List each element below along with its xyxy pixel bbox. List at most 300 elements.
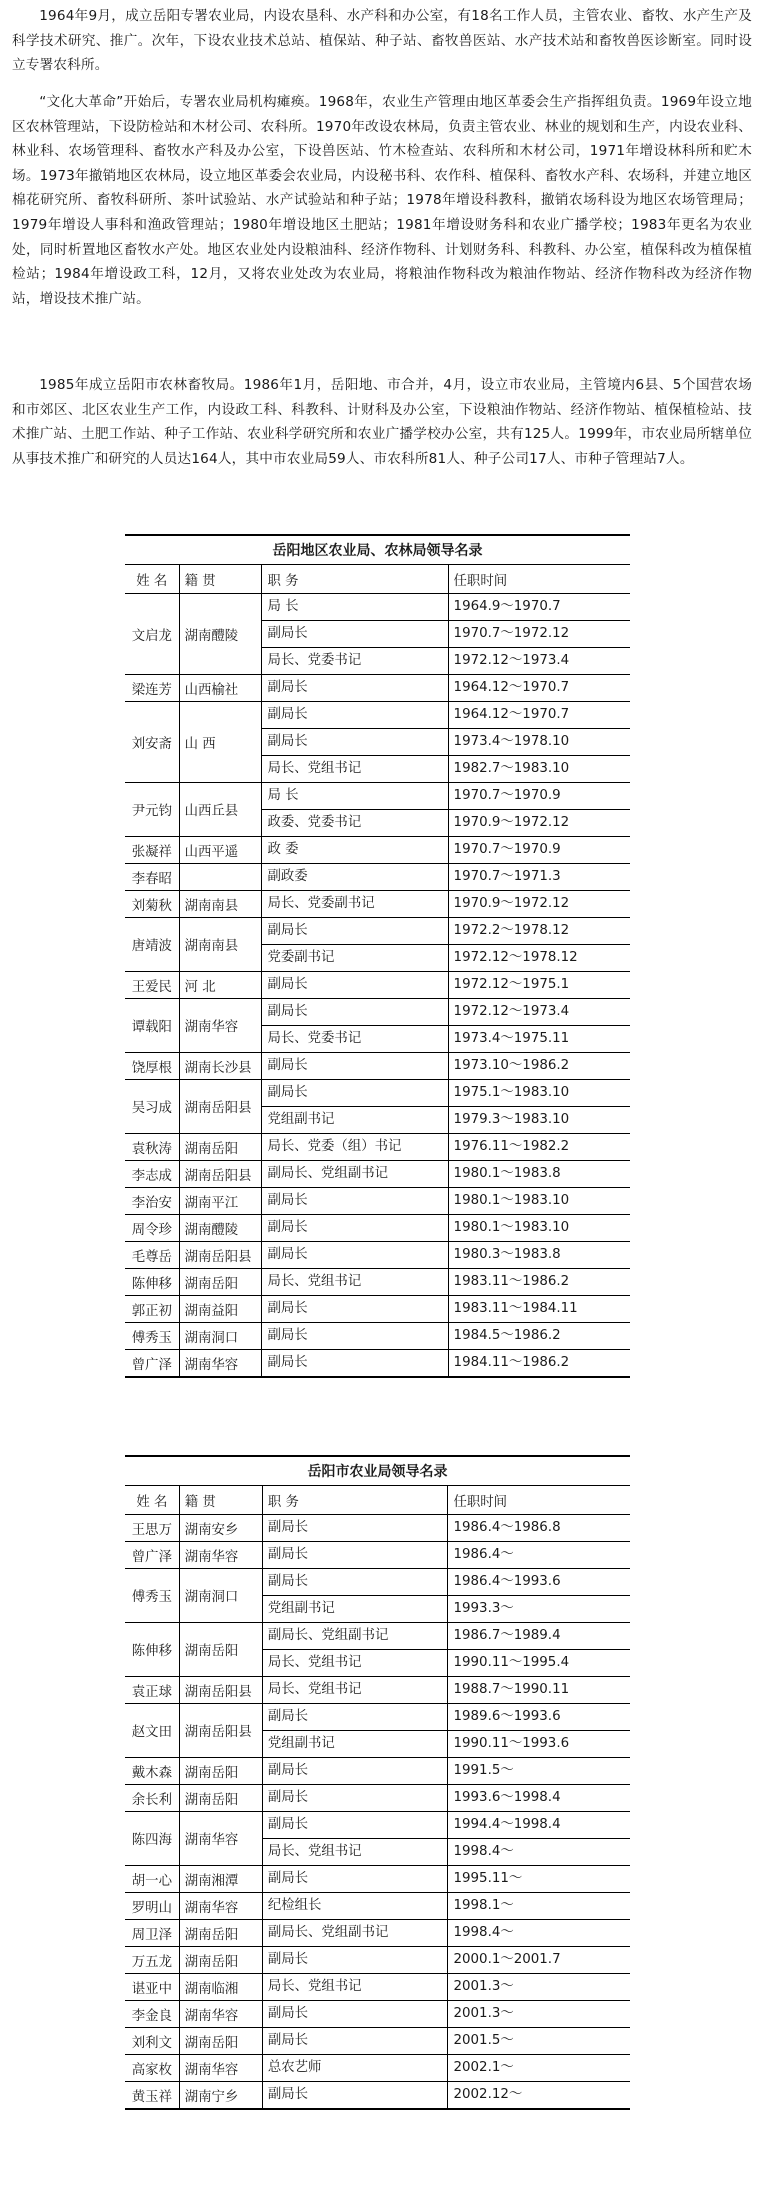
term-entry: 2001.3～ — [453, 1979, 514, 1994]
term-entry: 1980.3～1983.8 — [453, 1247, 561, 1262]
cell-name: 梁连芳 — [125, 675, 179, 702]
term-entry: 1972.2～1978.12 — [453, 923, 570, 938]
cell-origin: 湖南岳阳 — [179, 1947, 262, 1974]
table-row — [125, 1677, 630, 1704]
cell-origin: 湖南华容 — [179, 1812, 262, 1866]
cell-position — [262, 1161, 448, 1188]
cell-position — [262, 1269, 448, 1296]
cell-name: 黄玉祥 — [125, 2082, 179, 2110]
cell-name: 刘安斋 — [125, 702, 179, 783]
term-entry: 1972.12～1975.1 — [453, 977, 570, 992]
cell-name: 周令珍 — [125, 1215, 179, 1242]
term-entry: 1984.5～1986.2 — [453, 1328, 561, 1343]
cell-name: 傅秀玉 — [125, 1569, 179, 1623]
cell-position — [262, 1866, 448, 1893]
term-entry: 1986.4～1993.6 — [453, 1574, 561, 1589]
cell-name: 尹元钧 — [125, 783, 179, 837]
table-row — [125, 2055, 630, 2082]
position-entry: 副政委 — [267, 869, 308, 884]
position-entry: 副局长 — [267, 1574, 309, 1589]
table-row — [125, 1134, 630, 1161]
position-entry: 副局长 — [267, 1817, 309, 1832]
position-entry: 副局长 — [267, 2006, 309, 2021]
cell-name: 吴习成 — [125, 1080, 179, 1134]
cell-name: 谭载阳 — [125, 999, 179, 1053]
term-entry: 2002.12～ — [453, 2087, 523, 2102]
position-entry: 副局长、党组副书记 — [267, 1628, 389, 1643]
cell-position — [262, 1296, 448, 1323]
col-header-origin: 籍 贯 — [179, 1486, 262, 1515]
term-entry: 1995.11～ — [453, 1871, 523, 1886]
cell-origin: 湖南长沙县 — [179, 1053, 262, 1080]
table-row — [125, 675, 630, 702]
city-bureau-leaders-table — [125, 1455, 630, 2110]
table-row — [125, 1812, 630, 1866]
term-entry: 1990.11～1995.4 — [448, 1649, 630, 1676]
cell-position — [262, 1350, 448, 1378]
position-entry: 副局长 — [267, 1058, 308, 1073]
cell-position — [262, 1920, 448, 1947]
cell-term — [448, 1161, 630, 1188]
cell-term — [448, 1623, 630, 1677]
term-entry: 1970.9～1972.12 — [449, 809, 630, 836]
position-entry: 局长、党组书记 — [267, 1274, 362, 1289]
cell-origin: 山西丘县 — [179, 783, 262, 837]
position-entry: 副局长 — [262, 728, 447, 755]
table-row — [125, 1704, 630, 1758]
position-entry: 副局长 — [267, 1301, 308, 1316]
term-entry: 1972.12～1973.4 — [453, 1004, 570, 1019]
cell-position — [262, 864, 448, 891]
term-entry: 1980.1～1983.10 — [453, 1193, 570, 1208]
position-entry: 党组副书记 — [263, 1730, 448, 1757]
cell-origin: 湖南华容 — [179, 1350, 262, 1378]
cell-name: 赵文田 — [125, 1704, 179, 1758]
cell-term — [448, 1188, 630, 1215]
table-row — [125, 1920, 630, 1947]
cell-name: 张凝祥 — [125, 837, 179, 864]
cell-origin: 湖南华容 — [179, 2055, 262, 2082]
cell-name: 万五龙 — [125, 1947, 179, 1974]
cell-origin: 湖南平江 — [179, 1188, 262, 1215]
term-entry: 1970.7～1972.12 — [449, 620, 630, 647]
cell-position — [262, 891, 448, 918]
term-entry: 1983.11～1986.2 — [453, 1274, 570, 1289]
cell-position — [262, 2082, 448, 2110]
table-row — [125, 1569, 630, 1623]
term-entry: 1988.7～1990.11 — [453, 1682, 570, 1697]
term-entry: 1972.12～1978.12 — [449, 944, 630, 971]
table-row — [125, 1866, 630, 1893]
table-caption: 岳阳市农业局领导名录 — [125, 1456, 630, 1486]
cell-term — [448, 999, 630, 1053]
cell-origin: 湖南岳阳 — [179, 1623, 262, 1677]
cell-position — [262, 1893, 448, 1920]
table-row — [125, 972, 630, 999]
cell-origin: 湖南岳阳县 — [179, 1080, 262, 1134]
position-entry: 政委、党委书记 — [262, 809, 447, 836]
cell-term — [448, 864, 630, 891]
col-header-origin: 籍 贯 — [179, 565, 262, 594]
cell-term — [448, 783, 630, 837]
position-entry: 副局长 — [267, 2033, 309, 2048]
term-entry: 1973.4～1975.11 — [449, 1025, 630, 1052]
term-entry: 1975.1～1983.10 — [453, 1085, 570, 1100]
cell-name: 高家枚 — [125, 2055, 179, 2082]
term-entry: 1980.1～1983.10 — [453, 1220, 570, 1235]
term-entry: 1998.4～ — [453, 1925, 514, 1940]
cell-name: 陈四海 — [125, 1812, 179, 1866]
term-entry: 1982.7～1983.10 — [449, 755, 630, 782]
position-entry: 副局长 — [267, 707, 308, 722]
col-header-position: 职 务 — [262, 1486, 448, 1515]
position-entry: 局 长 — [267, 599, 299, 614]
position-entry: 党组副书记 — [262, 1106, 447, 1133]
table-row — [125, 594, 630, 675]
cell-origin: 湖南岳阳县 — [179, 1704, 262, 1758]
cell-name: 王思万 — [125, 1515, 179, 1542]
cell-position — [262, 1323, 448, 1350]
cell-origin: 湖南湘潭 — [179, 1866, 262, 1893]
term-entry: 1973.4～1978.10 — [449, 728, 630, 755]
cell-term — [448, 918, 630, 972]
position-entry: 总农艺师 — [267, 2060, 322, 2075]
cell-term — [448, 891, 630, 918]
cell-position — [262, 2028, 448, 2055]
position-entry: 副局长 — [267, 1520, 309, 1535]
cell-origin: 山 西 — [179, 702, 262, 783]
cell-position — [262, 1542, 448, 1569]
cell-origin: 湖南岳阳 — [179, 1785, 262, 1812]
cell-name: 曾广泽 — [125, 1350, 179, 1378]
cell-term — [448, 1350, 630, 1378]
cell-term — [448, 1920, 630, 1947]
cell-term — [448, 1974, 630, 2001]
cell-origin: 湖南华容 — [179, 999, 262, 1053]
cell-name: 文启龙 — [125, 594, 179, 675]
cell-name: 余长利 — [125, 1785, 179, 1812]
cell-term — [448, 1323, 630, 1350]
cell-term — [448, 1053, 630, 1080]
cell-name: 周卫泽 — [125, 1920, 179, 1947]
position-entry: 局长、党委副书记 — [267, 896, 375, 911]
col-header-term: 任职时间 — [448, 1486, 630, 1515]
term-entry: 2000.1～2001.7 — [453, 1952, 561, 1967]
term-entry: 1980.1～1983.8 — [453, 1166, 561, 1181]
cell-position — [262, 1188, 448, 1215]
table-row — [125, 1893, 630, 1920]
cell-origin: 湖南洞口 — [179, 1569, 262, 1623]
table-row — [125, 1269, 630, 1296]
position-entry: 副局长、党组副书记 — [267, 1166, 388, 1181]
position-entry: 局长、党委书记 — [262, 647, 447, 674]
position-entry: 局长、党委（组）书记 — [267, 1139, 402, 1154]
term-entry: 1973.10～1986.2 — [453, 1058, 570, 1073]
term-entry: 1989.6～1993.6 — [453, 1709, 561, 1724]
cell-position — [262, 1974, 448, 2001]
cell-term — [448, 675, 630, 702]
term-entry: 1972.12～1973.4 — [449, 647, 630, 674]
term-entry: 1993.3～ — [448, 1595, 630, 1622]
cell-position — [262, 918, 448, 972]
cell-term — [448, 1242, 630, 1269]
position-entry: 副局长 — [262, 620, 447, 647]
cell-position — [262, 1947, 448, 1974]
cell-term — [448, 1947, 630, 1974]
cell-position — [262, 1785, 448, 1812]
col-header-name: 姓 名 — [125, 1486, 179, 1515]
col-header-position: 职 务 — [262, 565, 448, 594]
cell-term — [448, 1893, 630, 1920]
paragraph-1: 1964年9月，成立岳阳专署农业局，内设农垦科、水产科和办公室，有18名工作人员，主管农业、畜牧、水产生产及科学技术研究、推广。次年，下设农业技术总站、植保站、种子站、畜牧兽医站、水产技术站和畜牧兽医诊断室。同时设立专署农科所。 — [12, 8, 752, 74]
cell-origin: 湖南华容 — [179, 1542, 262, 1569]
cell-origin — [179, 864, 262, 891]
cell-term — [448, 1785, 630, 1812]
term-entry: 2001.5～ — [453, 2033, 514, 2048]
cell-term — [448, 1569, 630, 1623]
cell-origin: 湖南醴陵 — [179, 594, 262, 675]
cell-name: 胡一心 — [125, 1866, 179, 1893]
cell-term — [448, 2028, 630, 2055]
cell-term — [448, 1758, 630, 1785]
cell-position — [262, 1515, 448, 1542]
position-entry: 局长、党组书记 — [267, 1979, 362, 1994]
cell-name: 李金良 — [125, 2001, 179, 2028]
position-entry: 局长、党委书记 — [262, 1025, 447, 1052]
position-entry: 副局长 — [267, 1328, 308, 1343]
cell-position — [262, 1242, 448, 1269]
cell-term — [448, 1296, 630, 1323]
table-row — [125, 891, 630, 918]
term-entry: 1998.4～ — [448, 1838, 630, 1865]
paragraph-3: 1985年成立岳阳市农林畜牧局。1986年1月，岳阳地、市合并，4月，设立市农业局，主管境内6县、5个国营农场和市郊区、北区农业生产工作，内设政工科、科教科、计财科及办公室，下设粮油作物站、经济作物站、植保植检站、技术推广站、土肥工作站、种子工作站、农业科学研究所和农业广播学校办公室，共有125人。1999年，市农业局所辖单位从事技术推广和研究的人员达164人，其中市农业局59人、市农科所81人、种子公司17人、市种子管理站7人。 — [12, 377, 752, 467]
position-entry: 副局长 — [267, 1790, 309, 1805]
position-entry: 副局长 — [267, 1247, 308, 1262]
cell-position — [262, 2001, 448, 2028]
position-entry: 副局长 — [267, 1004, 308, 1019]
term-entry: 1991.5～ — [453, 1763, 514, 1778]
cell-position — [262, 999, 448, 1053]
cell-term — [448, 594, 630, 675]
cell-origin: 湖南安乡 — [179, 1515, 262, 1542]
cell-origin: 湖南岳阳县 — [179, 1677, 262, 1704]
term-entry: 1964.12～1970.7 — [453, 680, 570, 695]
table-caption: 岳阳地区农业局、农林局领导名录 — [125, 535, 630, 565]
term-entry: 1976.11～1982.2 — [453, 1139, 570, 1154]
position-entry: 副局长 — [267, 1220, 308, 1235]
cell-origin: 湖南醴陵 — [179, 1215, 262, 1242]
position-entry: 党组副书记 — [263, 1595, 448, 1622]
table-row — [125, 1188, 630, 1215]
cell-origin: 湖南临湘 — [179, 1974, 262, 2001]
term-entry: 1984.11～1986.2 — [453, 1355, 570, 1370]
cell-origin: 河 北 — [179, 972, 262, 999]
position-entry: 副局长 — [267, 1085, 308, 1100]
position-entry: 副局长 — [267, 1952, 309, 1967]
cell-origin: 湖南岳阳 — [179, 1758, 262, 1785]
position-entry: 副局长、党组副书记 — [267, 1925, 389, 1940]
cell-name: 毛尊岳 — [125, 1242, 179, 1269]
cell-term — [448, 1080, 630, 1134]
cell-origin: 湖南南县 — [179, 891, 262, 918]
cell-origin: 湖南华容 — [179, 2001, 262, 2028]
position-entry: 局 长 — [267, 788, 299, 803]
table-row — [125, 1053, 630, 1080]
col-header-term: 任职时间 — [448, 565, 630, 594]
table-row — [125, 1080, 630, 1134]
cell-term — [448, 1269, 630, 1296]
position-entry: 局长、党组书记 — [263, 1649, 448, 1676]
term-entry: 1998.1～ — [453, 1898, 514, 1913]
table-row — [125, 1974, 630, 2001]
table-row — [125, 1296, 630, 1323]
position-entry: 局长、党组书记 — [263, 1838, 448, 1865]
term-entry: 1970.7～1970.9 — [453, 788, 561, 803]
table-row — [125, 2001, 630, 2028]
term-entry: 1970.7～1970.9 — [453, 842, 561, 857]
cell-origin: 湖南宁乡 — [179, 2082, 262, 2110]
term-entry: 1993.6～1998.4 — [453, 1790, 561, 1805]
table-row — [125, 1350, 630, 1378]
position-entry: 副局长 — [267, 923, 308, 938]
cell-origin: 湖南岳阳 — [179, 1920, 262, 1947]
cell-position — [262, 1053, 448, 1080]
position-entry: 副局长 — [267, 1355, 308, 1370]
cell-origin: 湖南岳阳 — [179, 2028, 262, 2055]
term-entry: 1986.7～1989.4 — [453, 1628, 561, 1643]
term-entry: 2002.1～ — [453, 2060, 514, 2075]
table-row — [125, 1623, 630, 1677]
cell-name: 饶厚根 — [125, 1053, 179, 1080]
cell-name: 袁秋涛 — [125, 1134, 179, 1161]
cell-term — [448, 1215, 630, 1242]
cell-origin: 湖南岳阳 — [179, 1134, 262, 1161]
position-entry: 副局长 — [267, 1763, 309, 1778]
term-entry: 1970.7～1971.3 — [453, 869, 561, 884]
cell-position — [262, 675, 448, 702]
cell-name: 陈伸移 — [125, 1269, 179, 1296]
cell-term — [448, 1134, 630, 1161]
cell-name: 王爱民 — [125, 972, 179, 999]
cell-name: 李志成 — [125, 1161, 179, 1188]
cell-position — [262, 837, 448, 864]
position-entry: 纪检组长 — [267, 1898, 322, 1913]
cell-name: 唐靖波 — [125, 918, 179, 972]
table-row — [125, 1215, 630, 1242]
table-row — [125, 999, 630, 1053]
cell-term — [448, 702, 630, 783]
table-row — [125, 864, 630, 891]
term-entry: 1986.4～ — [453, 1547, 514, 1562]
cell-term — [448, 972, 630, 999]
table-row — [125, 1947, 630, 1974]
cell-position — [262, 1812, 448, 1866]
table-row — [125, 1323, 630, 1350]
position-entry: 副局长 — [267, 2087, 309, 2102]
table-row — [125, 2082, 630, 2110]
cell-origin: 湖南南县 — [179, 918, 262, 972]
term-entry: 1964.12～1970.7 — [453, 707, 570, 722]
cell-position — [262, 972, 448, 999]
regional-bureau-leaders-table — [125, 534, 630, 1378]
position-entry: 党委副书记 — [262, 944, 447, 971]
col-header-name: 姓 名 — [125, 565, 179, 594]
cell-position — [262, 1134, 448, 1161]
term-entry: 1979.3～1983.10 — [449, 1106, 630, 1133]
term-entry: 2001.3～ — [453, 2006, 514, 2021]
cell-name: 曾广泽 — [125, 1542, 179, 1569]
cell-name: 刘利文 — [125, 2028, 179, 2055]
cell-position — [262, 1215, 448, 1242]
cell-name: 刘菊秋 — [125, 891, 179, 918]
cell-position — [262, 783, 448, 837]
term-entry: 1986.4～1986.8 — [453, 1520, 561, 1535]
cell-name: 李春昭 — [125, 864, 179, 891]
position-entry: 政 委 — [267, 842, 299, 857]
cell-term — [448, 1677, 630, 1704]
table-row — [125, 918, 630, 972]
table-row — [125, 1161, 630, 1188]
table-row — [125, 2028, 630, 2055]
paragraph-2: “文化大革命”开始后，专署农业局机构瘫痪。1968年，农业生产管理由地区革委会生产指挥组负责。1969年设立地区农林管理站，下设防检站和木材公司、农科所。1970年改设农林局，负责主管农业、林业的规划和生产，内设农业科、林业科、农场管理科、畜牧水产科及办公室，下设兽医站、竹木检查站、农科所和木材公司，1971年增设林科所和贮木场。1973年撤销地区农林局，设立地区革委会农业局，内设秘书科、农作科、植保科、畜牧水产科、农场科，并建立地区棉花研究所、畜牧科研所、茶叶试验站、水产试验站和种子站；1978年增设科教科，撤销农场科设为地区农场管理局；1979年增设人事科和渔政管理站；1980年增设地区土肥站；1981年增设财务科和农业广播学校；1983年更名为农业处，同时析置地区畜牧水产处。地区农业处内设粮油科、经济作物科、计划财务科、科教科、办公室，植保科改为植保植检站；1984年增设政工科，12月，又将农业处改为农业局，将粮油作物科改为粮油作物站、经济作物科改为经济作物站，增设技术推广站。 — [12, 94, 752, 307]
cell-position — [262, 2055, 448, 2082]
cell-term — [448, 2082, 630, 2110]
position-entry: 局长、党组书记 — [262, 755, 447, 782]
cell-name: 陈伸移 — [125, 1623, 179, 1677]
cell-position — [262, 1758, 448, 1785]
cell-term — [448, 1704, 630, 1758]
table-row — [125, 1758, 630, 1785]
position-entry: 副局长 — [267, 680, 308, 695]
term-entry: 1994.4～1998.4 — [453, 1817, 561, 1832]
cell-term — [448, 837, 630, 864]
cell-term — [448, 1866, 630, 1893]
cell-origin: 湖南洞口 — [179, 1323, 262, 1350]
cell-name: 罗明山 — [125, 1893, 179, 1920]
cell-name: 郭正初 — [125, 1296, 179, 1323]
table-row — [125, 783, 630, 837]
cell-origin: 湖南益阳 — [179, 1296, 262, 1323]
position-entry: 局长、党组书记 — [267, 1682, 362, 1697]
cell-origin: 湖南岳阳 — [179, 1269, 262, 1296]
table-row — [125, 1515, 630, 1542]
cell-position — [262, 594, 448, 675]
term-entry: 1970.9～1972.12 — [453, 896, 570, 911]
position-entry: 副局长 — [267, 1709, 309, 1724]
table-row — [125, 1785, 630, 1812]
cell-term — [448, 2001, 630, 2028]
cell-name: 戴木森 — [125, 1758, 179, 1785]
cell-term — [448, 1812, 630, 1866]
cell-origin: 山西平遥 — [179, 837, 262, 864]
position-entry: 副局长 — [267, 1193, 308, 1208]
term-entry: 1990.11～1993.6 — [448, 1730, 630, 1757]
cell-name: 袁正球 — [125, 1677, 179, 1704]
cell-position — [262, 1569, 448, 1623]
position-entry: 副局长 — [267, 1547, 309, 1562]
term-entry: 1983.11～1984.11 — [453, 1301, 578, 1316]
cell-term — [448, 1515, 630, 1542]
cell-name: 李治安 — [125, 1188, 179, 1215]
table-row — [125, 1242, 630, 1269]
cell-origin: 湖南岳阳县 — [179, 1242, 262, 1269]
cell-name: 谌亚中 — [125, 1974, 179, 2001]
cell-position — [262, 1623, 448, 1677]
cell-term — [448, 2055, 630, 2082]
cell-position — [262, 702, 448, 783]
position-entry: 副局长 — [267, 977, 308, 992]
cell-origin: 湖南华容 — [179, 1893, 262, 1920]
